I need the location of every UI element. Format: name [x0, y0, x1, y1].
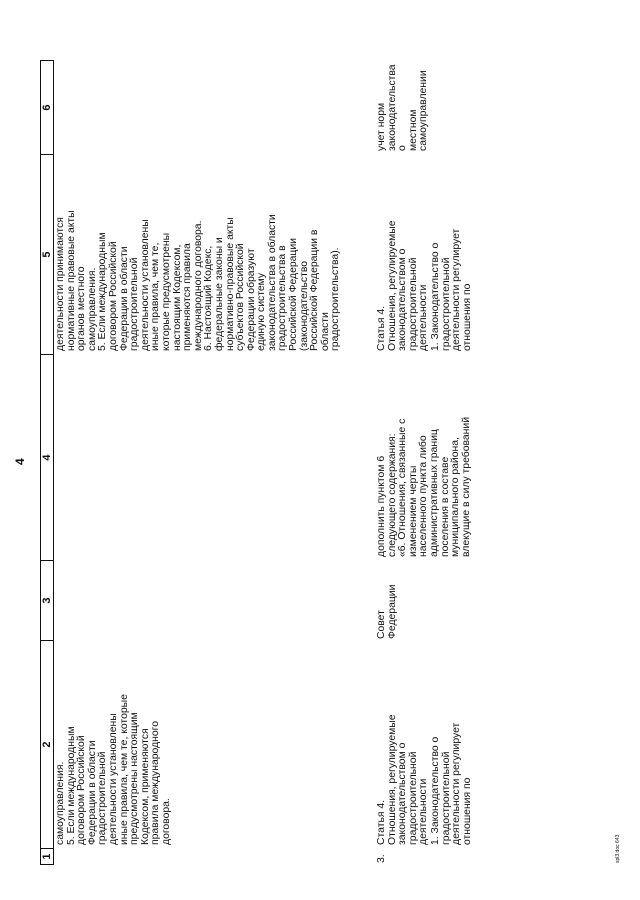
row3-col3-text: Совет Федерации	[376, 584, 398, 639]
row3-col5-body: 1. Законодательство о градостроительной деятельности регулирует отношения по	[430, 228, 473, 351]
header-col-2: 2	[40, 640, 54, 848]
header-col-5: 5	[40, 154, 54, 354]
row3-col5-title: Статья 4. Отношения, регулируемые законодательством о градостроительной деятельности	[376, 220, 430, 351]
header-col-1: 1	[40, 848, 54, 864]
page-number: 4	[13, 458, 27, 465]
table-header-row	[40, 60, 54, 865]
cont-col2-text: самоуправления. 5. Если международным договором Российской Федерации в области градостроительной деятельности установлены иные правила, чем те, которые предусмотрены настоящим Кодексом, применяются правила международного договора.	[55, 694, 172, 845]
footer-filename: spl3.doc 643	[615, 834, 621, 863]
row3-col2-title: Статья 4. Отношения, регулируемые законодательством о градостроительной деятельности	[376, 714, 430, 845]
cont-col5-text: деятельности принимаются нормативные правовые акты органов местного самоуправления. 5. Если международным договором Российской Федерации в области градостроительной деятельности установлены иные правила, чем те, которые предусмотрены настоящим Кодексом, применяются правила международного договора. 6. Настоящий Кодекс, федеральные законы и нормативно-правовые акты субъектов Российской Федерации образуют единую систему законодательства в области градостроительства в Российской Федерации (законодательство Российской Федерации в области градостроительства).	[55, 210, 342, 351]
header-col-3: 3	[40, 560, 54, 640]
row3-number: 3.	[376, 854, 387, 863]
header-col-4: 4	[40, 354, 54, 560]
rotated-table	[13, 35, 630, 865]
header-col-6: 6	[40, 60, 54, 154]
row3-col4-text: дополнить пунктом 6 следующего содержания: «6. Отношения, связанные с изменением черты населенного пункта либо административных границ поселения в составе муниципального района, влекущие в силу требований	[376, 416, 472, 557]
row3-col2-body: 1. Законодательство о градостроительной деятельности регулирует отношения по	[430, 722, 473, 845]
row3-col6-text: учет норм законодательства о местном самоуправлении	[376, 64, 430, 151]
